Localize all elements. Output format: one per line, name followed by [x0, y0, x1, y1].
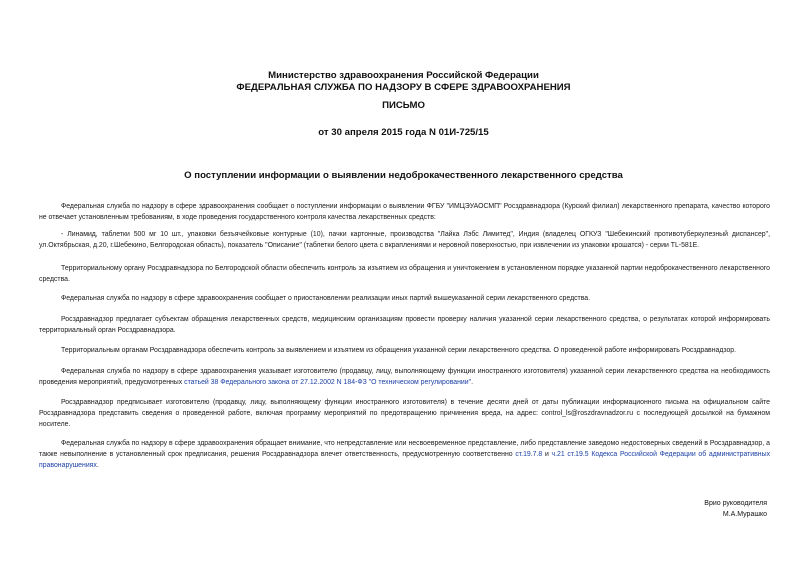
paragraph-5: Росздравнадзор предлагает субъектам обращения лекарственных средств, медицинским организациям провести проверку наличия указанной серии лекарственного средства, о результатах которой информировать территориальный орган Росздравнадзора. [39, 316, 770, 334]
document-type: ПИСЬМО [382, 100, 425, 111]
article-19-5-link[interactable]: ч.21 ст.19.5 [551, 451, 589, 458]
paragraph-9-conj: и [542, 451, 552, 458]
paragraph-2: - Линамид, таблетки 500 мг 10 шт., упаковки безъячейковые контурные (10), пачки картонные, производства "Лайка Лэбс Лимитед", Индия (владелец ОГКУЗ "Шебекинский противотуберкулезный диспансер", ул.Октябрьская, д.20, г.Шебекино, Белгородская область), показатель "Описание" (таблетки белого цвета с вкраплениями и неровной поверхностью, при извлечении из упаковки крошатся) - серии TL-581E. [39, 231, 770, 249]
paragraph-9 [39, 438, 770, 471]
paragraph-4: Федеральная служба по надзору в сфере здравоохранения сообщает о приостановлении реализации иных партий вышеуказанной серии лекарственного средства. [61, 295, 591, 302]
paragraph-1: Федеральная служба по надзору в сфере здравоохранения сообщает о поступлении информации о выявлении ФГБУ "ИМЦЭУАОСМП" Росздравнадзора (Курский филиал) лекарственного препарата, качество которого не отвечает установленным требованиям, в ходе проведения государственного контроля качества лекарственных средств: [39, 203, 770, 221]
article-19-7-8-link[interactable]: ст.19.7.8 [515, 451, 543, 458]
law-184-fz-link[interactable]: статьей 38 Федерального закона от 27.12.2002 N 184-ФЗ "О техническом регулировании" [184, 379, 472, 386]
paragraph-6: Территориальным органам Росздравнадзора обеспечить контроль за выявлением и изъятием из обращения указанной серии лекарственного средства. О проведенной работе информировать Росздравнадзор. [61, 347, 737, 354]
paragraph-9-text: Федеральная служба по надзору в сфере здравоохранения обращает внимание, что непредставление или несвоевременное представление, либо представление заведомо недостоверных сведений в Росздравнадзор, а также невыполнение в установленный срок предписания, решения Росздравнадзора влечет ответственность, предусмотренную соответственно [39, 440, 770, 458]
paragraph-7-text: Федеральная служба по надзору в сфере здравоохранения указывает изготовителю (продавцу, лицу, выполняющему функции иностранного изготовителя) указанной серии лекарственного средства на необходимость проведения мероприятий, предусмотренных [39, 368, 770, 386]
document-subject: О поступлении информации о выявлении недоброкачественного лекарственного средства [184, 170, 623, 181]
document-date-number: от 30 апреля 2015 года N 01И-725/15 [318, 127, 489, 138]
ministry-name: Министерство здравоохранения Российской Федерации [268, 70, 539, 81]
paragraph-7-end: . [471, 379, 473, 386]
paragraph-7 [39, 366, 770, 388]
admin-code-link[interactable]: Кодекса Российской Федерации об административных правонарушениях [39, 451, 771, 469]
paragraph-9-end: . [96, 462, 99, 469]
signatory-position: Врио руководителя [704, 500, 767, 507]
signatory-name: М.А.Мурашко [722, 511, 767, 518]
paragraph-8: Росздравнадзор предписывает изготовителю (продавцу, лицу, выполняющему функции иностранного изготовителя) в течение десяти дней от даты публикации информационного письма на официальном сайте Росздравнадзора представить сведения о проведенной работе, включая программу мероприятий по предотвращению причинения вреда, на адрес: control_ls@roszdravnadzor.ru с последующей досылкой на бумажном носителе. [39, 399, 770, 428]
paragraph-3: Территориальному органу Росздравнадзора по Белгородской области обеспечить контроль за изъятием из обращения и уничтожением в установленном порядке указанной партии недоброкачественного лекарственного средства. [39, 265, 770, 283]
service-name: ФЕДЕРАЛЬНАЯ СЛУЖБА ПО НАДЗОРУ В СФЕРЕ ЗДРАВООХРАНЕНИЯ [236, 82, 571, 93]
